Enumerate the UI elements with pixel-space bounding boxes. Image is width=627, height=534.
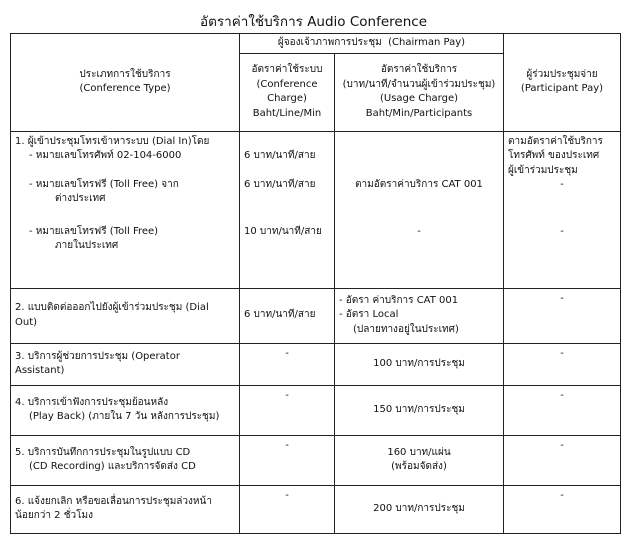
operator-conference-charge: -: [240, 343, 335, 385]
header-participant-pay: ผู้ร่วมประชุมจ่าย (Participant Pay): [504, 34, 621, 132]
table-row-dial-in: [11, 131, 621, 288]
table-row-cancellation: [11, 485, 621, 533]
table-row-operator-assistant: [11, 343, 621, 385]
dial-in-conference-charge: 6 บาท/นาที/สาย 6 บาท/นาที/สาย 10 บาท/นาที/สาย: [240, 131, 335, 288]
rate-table: [10, 33, 621, 534]
dial-out-type: 2. แบบติดต่อออกไปยังผู้เข้าร่วมประชุม (Dial Out): [11, 288, 240, 343]
table-row-dial-out: [11, 288, 621, 343]
operator-participant-pay: -: [504, 343, 621, 385]
dial-in-type: 1. ผู้เข้าประชุมโทรเข้าหาระบบ (Dial In)โดย - หมายเลขโทรศัพท์ 02-104-6000 - หมายเลขโทรฟรี (Toll Free) จาก ต่างประเทศ - หมายเลขโทรฟรี (Toll Free) ภายในประเทศ: [11, 131, 240, 288]
cd-recording-usage-charge: 160 บาท/แผ่น (พร้อมจัดส่ง): [335, 435, 504, 485]
header-conference-charge: อัตราค่าใช้ระบบ (Conference Charge) Baht/Line/Min: [240, 53, 335, 131]
table-row-play-back: [11, 385, 621, 435]
header-chairman-pay: ผู้จองเจ้าภาพการประชุม (Chairman Pay): [240, 34, 504, 54]
cancellation-type: 6. แจ้งยกเลิก หรือขอเลื่อนการประชุมล่วงหน้า น้อยกว่า 2 ชั่วโมง: [11, 485, 240, 533]
cd-recording-participant-pay: -: [504, 435, 621, 485]
cancellation-participant-pay: -: [504, 485, 621, 533]
dial-out-participant-pay: -: [504, 288, 621, 343]
operator-usage-charge: 100 บาท/การประชุม: [335, 343, 504, 385]
dial-out-conference-charge: 6 บาท/นาที/สาย: [240, 288, 335, 343]
cancellation-usage-charge: 200 บาท/การประชุม: [335, 485, 504, 533]
dial-in-participant-pay: ตามอัตราค่าใช้บริการ โทรศัพท์ ของประเทศ ผู้เข้าร่วมประชุม - -: [504, 131, 621, 288]
cd-recording-type: 5. บริการบันทึกการประชุมในรูปแบบ CD (CD Recording) และบริการจัดส่ง CD: [11, 435, 240, 485]
play-back-conference-charge: -: [240, 385, 335, 435]
page-title: อัตราค่าใช้บริการ Audio Conference: [200, 14, 427, 30]
table-row-cd-recording: [11, 435, 621, 485]
play-back-type: 4. บริการเข้าฟังการประชุมย้อนหลัง (Play Back) (ภายใน 7 วัน หลังการประชุม): [11, 385, 240, 435]
play-back-participant-pay: -: [504, 385, 621, 435]
operator-type: 3. บริการผู้ช่วยการประชุม (Operator Assistant): [11, 343, 240, 385]
dial-in-usage-charge: ตามอัตราค่าบริการ CAT 001 -: [335, 131, 504, 288]
header-usage-charge: อัตราค่าใช้บริการ (บาท/นาที/จำนวนผู้เข้าร่วมประชุม) (Usage Charge) Baht/Min/Participants: [335, 53, 504, 131]
play-back-usage-charge: 150 บาท/การประชุม: [335, 385, 504, 435]
header-conference-type: ประเภทการใช้บริการ (Conference Type): [11, 34, 240, 132]
cd-recording-conference-charge: -: [240, 435, 335, 485]
cancellation-conference-charge: -: [240, 485, 335, 533]
dial-out-usage-charge: - อัตรา ค่าบริการ CAT 001 - อัตรา Local (ปลายทางอยู่ในประเทศ): [335, 288, 504, 343]
